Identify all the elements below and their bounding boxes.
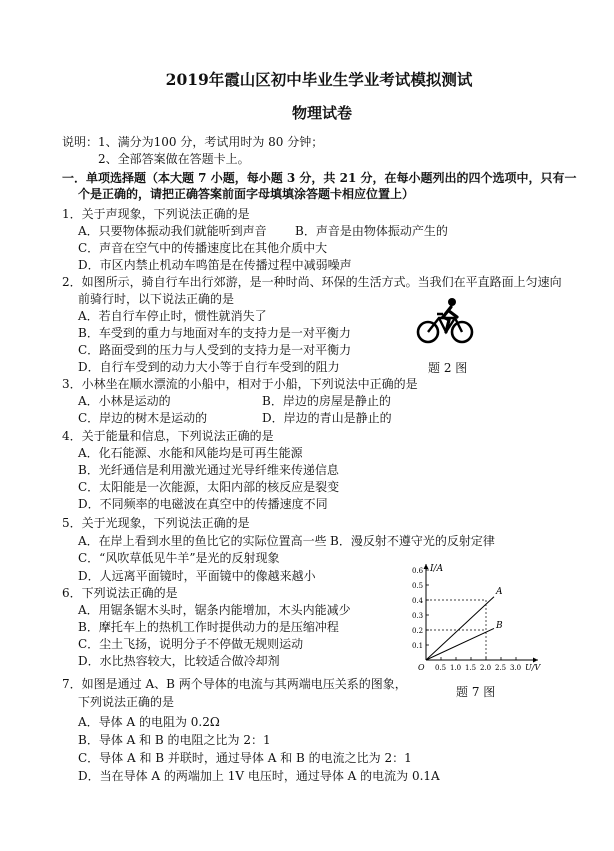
question-2-stem-line1: 2．如图所示，骑自行车出行郊游，是一种时尚、环保的生活方式。当我们在平直路面上匀速向 xyxy=(62,275,562,289)
x-tick-label: 3.0 xyxy=(510,664,522,672)
question-7-stem-line1: 7．如图是通过 A、B 两个导体的电流与其两端电压关系的图象， xyxy=(62,677,407,691)
question-3-option-b: B．岸边的房屋是静止的 xyxy=(262,394,391,408)
question-2-option-b: B．车受到的重力与地面对车的支持力是一对平衡力 xyxy=(78,326,351,340)
current-voltage-graph xyxy=(412,560,544,676)
y-axis-label: I/A xyxy=(430,564,444,574)
question-7-stem-line2: 下列说法正确的是 xyxy=(78,695,175,709)
question-4-option-d: D．不同频率的电磁波在真空中的传播速度不同 xyxy=(78,497,328,511)
x-tick-label: 1.5 xyxy=(465,664,477,672)
question-6-option-a: A．用锯条锯木头时，锯条内能增加，木头内能减少 xyxy=(78,603,351,617)
question-2-option-a: A．若自行车停止时，惯性就消失了 xyxy=(78,309,267,323)
exam-title: 2019年霞山区初中毕业生学业考试模拟测试 xyxy=(165,70,473,89)
question-4-option-b: B．光纤通信是利用激光通过光导纤维来传递信息 xyxy=(78,463,339,477)
x-axis-label: U/V xyxy=(525,663,541,672)
question-5-option-a: A．在岸上看到水里的鱼比它的实际位置高一些 xyxy=(78,534,327,548)
question-7-option-d: D．当在导体 A 的两端加上 1V 电压时，通过导体 A 的电流为 0.1A xyxy=(78,769,440,783)
y-tick-label: 0.5 xyxy=(412,582,424,590)
question-5-option-d: D．人远离平面镜时，平面镜中的像越来越小 xyxy=(78,569,316,583)
question-1-option-d: D．市区内禁止机动车鸣笛是在传播过程中减弱噪声 xyxy=(78,258,352,272)
question-5-stem: 5．关于光现象，下列说法正确的是 xyxy=(62,516,250,530)
graph-axes xyxy=(424,564,539,663)
y-tick-label: 0.4 xyxy=(412,597,424,605)
question-1-stem: 1．关于声现象，下列说法正确的是 xyxy=(62,207,250,221)
x-tick-label: 2.5 xyxy=(495,664,507,672)
question-7-option-b: B．导体 A 和 B 的电阻之比为 2：1 xyxy=(78,733,271,747)
question-6-option-d: D．水比热容较大，比较适合做冷却剂 xyxy=(78,654,280,668)
y-tick-label: 0.3 xyxy=(412,612,424,620)
question-3-option-d: D．岸边的青山是静止的 xyxy=(262,411,392,425)
y-tick-label: 0.6 xyxy=(412,567,424,575)
line-b xyxy=(426,628,494,660)
question-7-option-c: C．导体 A 和 B 并联时，通过导体 A 和 B 的电流之比为 2：1 xyxy=(78,751,412,765)
question-2-stem-line2: 前骑行时，以下说法正确的是 xyxy=(78,292,235,306)
line-b-label: B xyxy=(496,621,503,631)
exam-subtitle: 物理试卷 xyxy=(291,104,352,122)
line-a-label: A xyxy=(496,587,503,597)
question-3-stem: 3．小林坐在顺水漂流的小船中，相对于小船，下列说法中正确的是 xyxy=(62,377,418,391)
section-heading-line2: 个是正确的，请把正确答案前面字母填填涂答题卡相应位置上） xyxy=(78,187,415,201)
x-tick-label: 1.0 xyxy=(450,664,462,672)
x-tick-label: 0.5 xyxy=(435,664,447,672)
question-3-option-c: C．岸边的树木是运动的 xyxy=(78,411,208,425)
x-tick-label: 2.0 xyxy=(480,664,492,672)
origin-label: O xyxy=(418,663,425,672)
question-6-option-b: B．摩托车上的热机工作时提供动力的是压缩冲程 xyxy=(78,620,339,634)
question-6-stem: 6．下列说法正确的是 xyxy=(62,586,178,600)
y-tick-label: 0.1 xyxy=(412,642,424,650)
question-1-option-b: B．声音是由物体振动产生的 xyxy=(295,224,448,238)
question-4-stem: 4．关于能量和信息，下列说法正确的是 xyxy=(62,429,274,443)
y-tick-label: 0.2 xyxy=(412,627,424,635)
question-2-option-c: C．路面受到的压力与人受到的支持力是一对平衡力 xyxy=(78,343,352,357)
graph-grid xyxy=(426,570,516,660)
line-a xyxy=(426,597,494,660)
question-6-option-c: C．尘土飞扬，说明分子不停做无规则运动 xyxy=(78,637,304,651)
section-heading-line1: 一．单项选择题（本大题 7 小题，每小题 3 分，共 21 分，在每小题列出的四个选项中，只有一 xyxy=(62,171,577,185)
figure-2-label: 题 2 图 xyxy=(428,361,468,375)
instruction-2: 2、全部答案做在答题卡上。 xyxy=(98,152,250,166)
figure-7-label: 题 7 图 xyxy=(456,685,496,699)
y-tick-labels xyxy=(412,567,424,650)
question-7-option-a: A．导体 A 的电阻为 0.2Ω xyxy=(78,715,220,729)
instruction-1: 说明：1、满分为100 分，考试用时为 80 分钟； xyxy=(62,135,324,149)
question-4-option-c: C．太阳能是一次能源，太阳内部的核反应是裂变 xyxy=(78,480,340,494)
question-1-option-c: C．声音在空气中的传播速度比在其他介质中大 xyxy=(78,241,328,255)
question-5-option-b: B．漫反射不遵守光的反射定律 xyxy=(330,534,495,548)
question-5-option-c: C．“风吹草低见牛羊”是光的反射现象 xyxy=(78,551,280,565)
x-tick-labels xyxy=(435,664,521,672)
question-1-option-a: A．只要物体振动我们就能听到声音 xyxy=(78,224,267,238)
question-2-option-d: D．自行车受到的动力大小等于自行车受到的阻力 xyxy=(78,360,340,374)
question-4-option-a: A．化石能源、水能和风能均是可再生能源 xyxy=(78,446,303,460)
question-3-option-a: A．小林是运动的 xyxy=(78,394,171,408)
cyclist-figure xyxy=(415,296,475,344)
